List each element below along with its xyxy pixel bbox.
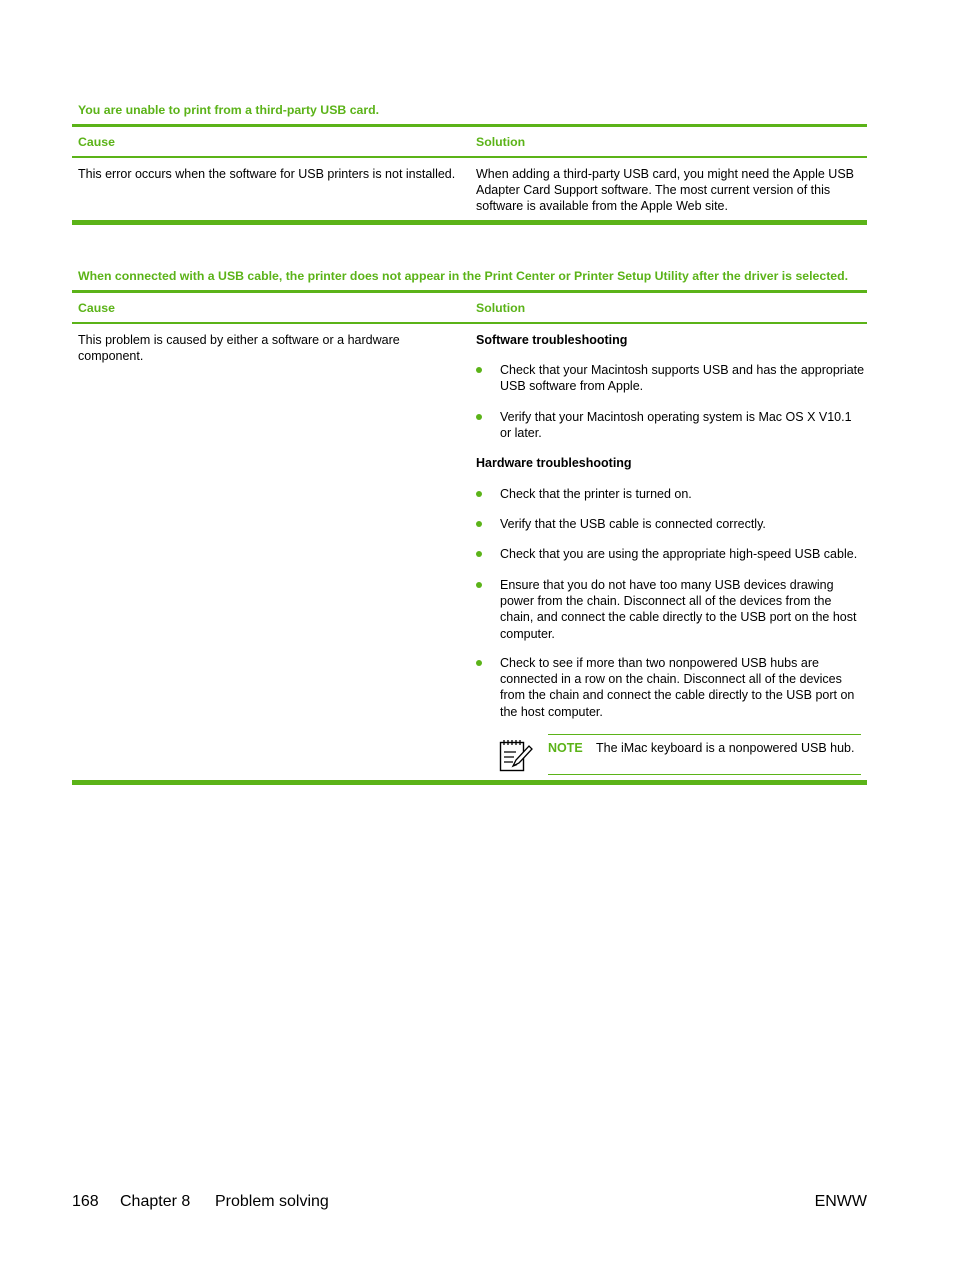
bullet-dot-icon [476, 582, 482, 588]
solution-cell: When adding a third-party USB card, you might need the Apple USB Adapter Card Support software. The most current version of this software is available from the Apple Web site. [476, 167, 854, 214]
list-item-text: Verify that the USB cable is connected correctly. [500, 517, 766, 531]
section-title-usb-card: You are unable to print from a third-party USB card. [78, 103, 380, 117]
list-item-text: Verify that your Macintosh operating system is Mac OS X V10.1 or later. [500, 410, 852, 441]
note-top-rule [548, 734, 861, 735]
note-label: NOTE [548, 741, 583, 755]
column-header-solution: Solution [476, 135, 526, 149]
list-item-text: Check that you are using the appropriate high-speed USB cable. [500, 547, 858, 561]
bullet-dot-icon [476, 414, 482, 420]
list-item-text: Check to see if more than two nonpowered USB hubs are connected in a row on the chain. Disconnect all of the devices from the chain and connect the cable directly to the USB port on the host computer. [500, 656, 855, 719]
note-box [498, 734, 861, 775]
hardware-troubleshooting-heading: Hardware troubleshooting [476, 456, 632, 470]
list-item-text: Check that your Macintosh supports USB and has the appropriate USB software from Apple. [500, 363, 865, 394]
column-header-solution: Solution [476, 301, 526, 315]
bullet-dot-icon [476, 367, 482, 373]
table-top-rule [72, 290, 867, 293]
bullet-dot-icon [476, 660, 482, 666]
page-number: 168 [72, 1193, 99, 1210]
list-item-text: Check that the printer is turned on. [500, 487, 692, 501]
list-item-text: Ensure that you do not have too many USB devices drawing power from the chain. Disconnect all of the devices from the chain, and connect the cable directly to the USB port on the host computer. [500, 578, 857, 641]
bullet-dot-icon [476, 521, 482, 527]
bullet-dot-icon [476, 551, 482, 557]
footer-right-label: ENWW [814, 1193, 867, 1210]
table-top-rule [72, 124, 867, 127]
chapter-title: Problem solving [215, 1193, 329, 1210]
chapter-label: Chapter 8 [120, 1193, 191, 1210]
table-header-rule [72, 156, 867, 158]
table-bottom-rule [72, 780, 867, 785]
note-bottom-rule [548, 774, 861, 775]
table-bottom-rule [72, 220, 867, 225]
column-header-cause: Cause [78, 135, 115, 149]
note-pad-icon [498, 737, 534, 773]
software-troubleshooting-heading: Software troubleshooting [476, 333, 628, 347]
bullet-dot-icon [476, 491, 482, 497]
note-text: The iMac keyboard is a nonpowered USB hub. [596, 741, 855, 755]
column-header-cause: Cause [78, 301, 115, 315]
table-header-rule [72, 322, 867, 324]
cause-cell: This problem is caused by either a software or a hardware component. [78, 333, 400, 364]
section-title-usb-cable: When connected with a USB cable, the printer does not appear in the Print Center or Printer Setup Utility after the driver is selected. [78, 269, 849, 283]
cause-cell: This error occurs when the software for USB printers is not installed. [78, 167, 456, 181]
